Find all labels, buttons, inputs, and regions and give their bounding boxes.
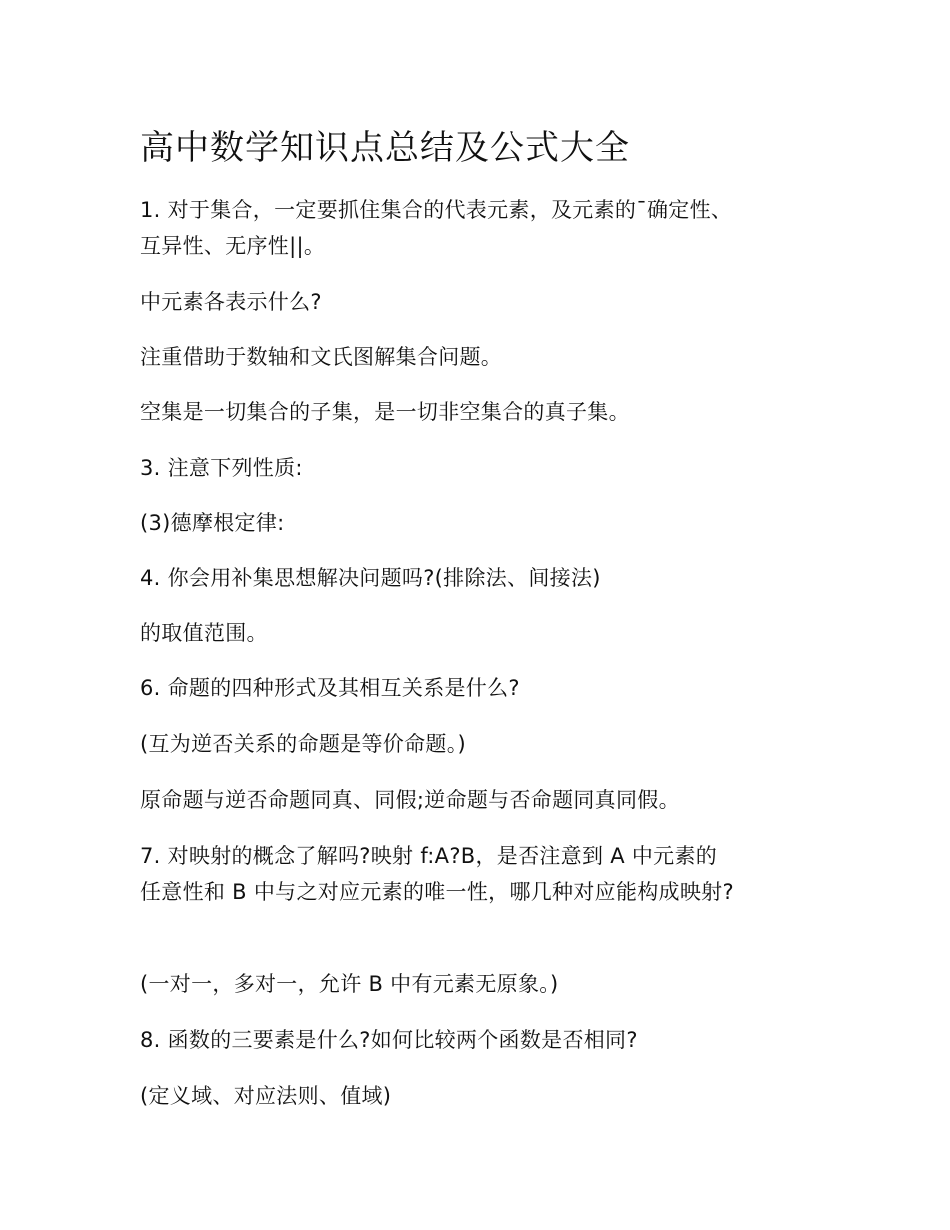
- paragraph-complement-method: [140, 560, 830, 596]
- paragraph-line: 4. 你会用补集思想解决问题吗?(排除法、间接法): [140, 566, 601, 590]
- paragraph-set-element-properties: [140, 192, 830, 264]
- paragraph-value-range: [140, 615, 830, 651]
- paragraph-line: 任意性和 B 中与之对应元素的唯一性，哪几种对应能构成映射?: [140, 880, 734, 904]
- paragraph-de-morgan: [140, 505, 830, 541]
- paragraph-line: 原命题与逆否命题同真、同假;逆命题与否命题同真同假。: [140, 788, 680, 812]
- paragraph-truth-relations: [140, 782, 830, 818]
- paragraph-empty-set: [140, 394, 830, 430]
- paragraph-line: (3)德摩根定律:: [140, 511, 285, 535]
- paragraph-element-meaning: [140, 284, 830, 320]
- paragraph-line: 1. 对于集合，一定要抓住集合的代表元素，及元素的¯确定性、: [140, 198, 733, 222]
- paragraph-four-propositions: [140, 670, 830, 706]
- paragraph-line: 3. 注意下列性质:: [140, 456, 303, 480]
- paragraph-line: 空集是一切集合的子集，是一切非空集合的真子集。: [140, 400, 630, 424]
- paragraph-line: (一对一，多对一，允许 B 中有元素无原象。): [140, 972, 559, 996]
- paragraph-line: 中元素各表示什么?: [140, 290, 322, 314]
- paragraph-properties: [140, 450, 830, 486]
- paragraph-line: 6. 命题的四种形式及其相互关系是什么?: [140, 676, 520, 700]
- paragraph-mapping: [140, 838, 830, 910]
- paragraph-line: (互为逆否关系的命题是等价命题。): [140, 732, 466, 756]
- paragraph-line: (定义域、对应法则、值域): [140, 1084, 392, 1108]
- paragraph-line: 互异性、无序性||。: [140, 234, 326, 258]
- paragraph-line: 8. 函数的三要素是什么?如何比较两个函数是否相同?: [140, 1028, 638, 1052]
- paragraph-function-elements: [140, 1022, 830, 1058]
- paragraph-number-line-venn: [140, 339, 830, 375]
- document-title: 高中数学知识点总结及公式大全: [140, 128, 630, 168]
- paragraph-domain-rule-range: [140, 1078, 830, 1114]
- paragraph-line: 7. 对映射的概念了解吗?映射 f:A?B，是否注意到 A 中元素的: [140, 844, 718, 868]
- paragraph-line: 的取值范围。: [140, 621, 268, 645]
- paragraph-contrapositive: [140, 726, 830, 762]
- paragraph-mapping-types: [140, 966, 830, 1002]
- paragraph-line: 注重借助于数轴和文氏图解集合问题。: [140, 345, 503, 369]
